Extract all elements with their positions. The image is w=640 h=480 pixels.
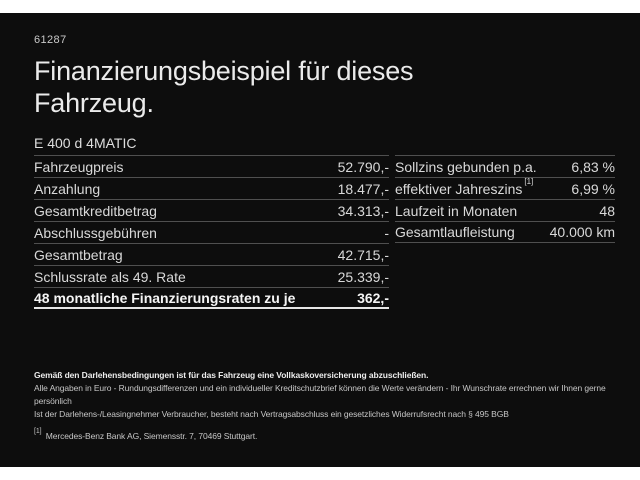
row-label: Schlussrate als 49. Rate	[34, 268, 186, 285]
row-value: 34.313,-	[337, 202, 389, 219]
row-value: 6,83 %	[571, 158, 615, 175]
row-label: Laufzeit in Monaten	[395, 202, 518, 219]
table-row	[34, 243, 389, 265]
table-row	[395, 155, 615, 177]
table-row	[34, 155, 389, 177]
footnote-marker: [1]	[524, 176, 534, 186]
row-value: 18.477,-	[337, 180, 389, 197]
row-label: Anzahlung	[34, 180, 101, 197]
row-label: effektiver Jahreszins [1]	[395, 176, 534, 197]
row-value: 362,-	[357, 289, 389, 306]
row-label: 48 monatliche Finanzierungsraten zu je	[34, 289, 296, 306]
table-row	[34, 221, 389, 243]
page-title: Finanzierungsbeispiel für dieses Fahrzeug.	[34, 56, 414, 118]
table-row	[34, 177, 389, 199]
row-value: 48	[599, 202, 615, 219]
table-row	[395, 177, 615, 199]
row-label: Gesamtkreditbetrag	[34, 202, 157, 219]
row-value: 52.790,-	[337, 158, 389, 175]
table-row	[34, 265, 389, 287]
footnote-marker: [1]	[34, 428, 42, 435]
row-value: 6,99 %	[571, 180, 615, 197]
insurance-note: Gemäß den Darlehensbedingungen ist für das Fahrzeug eine Vollkaskoversicherung abzuschließen.	[34, 370, 429, 380]
row-label: Gesamtbetrag	[34, 246, 123, 263]
financing-table	[34, 155, 389, 309]
conditions-table	[395, 155, 615, 243]
row-value: 25.339,-	[337, 268, 389, 285]
row-label: Fahrzeugpreis	[34, 158, 124, 175]
listing-ref-number: 61287	[34, 34, 67, 46]
disclaimer-line: Ist der Darlehens-/Leasingnehmer Verbraucher, besteht nach Vertragsabschluss ein gesetzliches Widerrufsrecht nach § 495 BGB	[34, 409, 509, 419]
table-row	[395, 199, 615, 221]
vehicle-model: E 400 d 4MATIC	[34, 135, 137, 151]
row-label: Sollzins gebunden p.a.	[395, 158, 537, 175]
monthly-rate-row	[34, 287, 389, 309]
disclaimer-block	[34, 369, 619, 443]
table-row	[34, 199, 389, 221]
row-value: -	[384, 224, 389, 241]
row-label: Abschlussgebühren	[34, 224, 157, 241]
table-row	[395, 221, 615, 243]
row-value: 40.000 km	[549, 224, 615, 240]
disclaimer-line: Alle Angaben in Euro - Rundungsdifferenzen und ein individueller Kreditschutzbrief können die Werte verändern - Ihr Wunschrate errechnen wir Ihnen gerne persönlich	[34, 383, 606, 406]
row-label: Gesamtlaufleistung	[395, 224, 515, 240]
financing-slide	[0, 13, 640, 467]
bank-footnote: [1] Mercedes-Benz Bank AG, Siemensstr. 7, 70469 Stuttgart.	[34, 428, 258, 441]
row-value: 42.715,-	[337, 246, 389, 263]
